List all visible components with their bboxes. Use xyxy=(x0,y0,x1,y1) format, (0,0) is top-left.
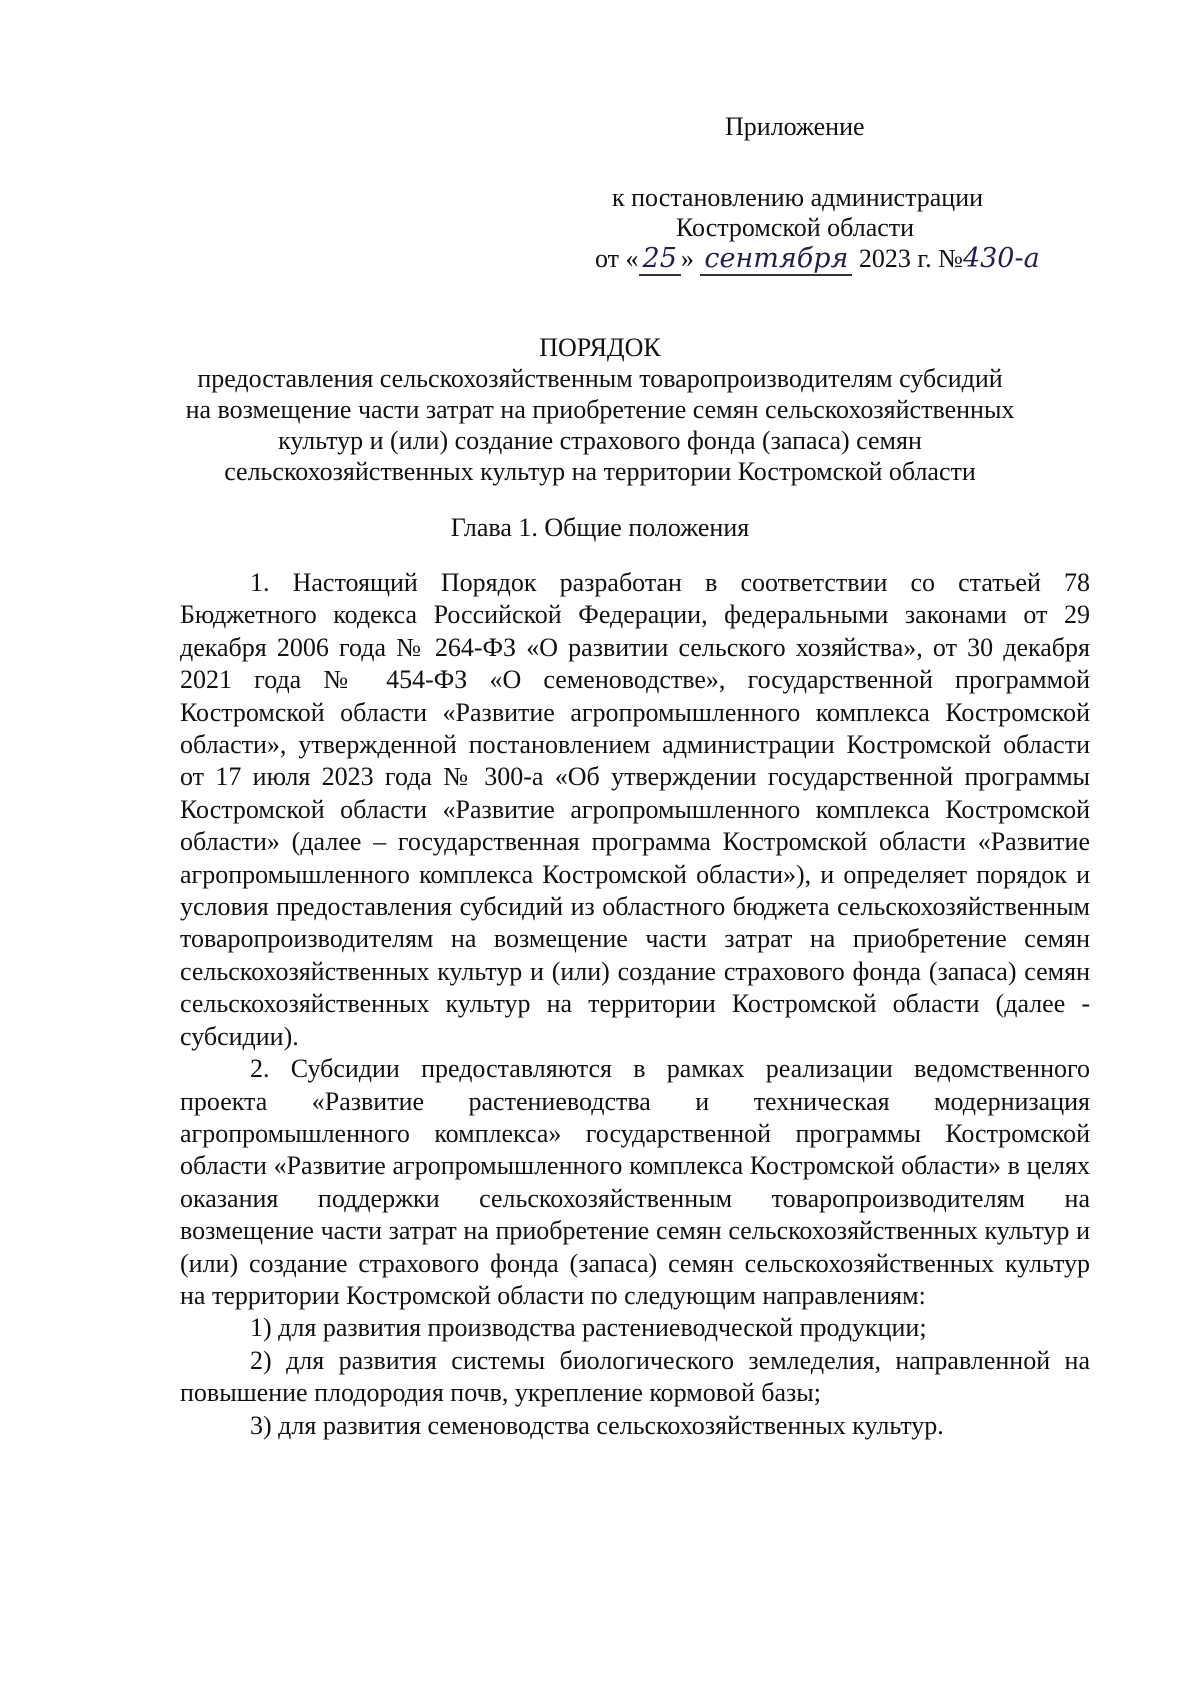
date-mid: » xyxy=(680,244,701,273)
list-item-2: 2) для развития системы биологического земледелия, направленной на повышение плодородия почв, укрепление кормовой базы; xyxy=(180,1345,1090,1408)
date-prefix: от « xyxy=(595,244,639,273)
list-item-3: 3) для развития семеноводства сельскохозяйственных культур. xyxy=(250,1410,944,1440)
year-number-label: 2023 г. № xyxy=(852,244,963,273)
list-item-1: 1) для развития производства растениеводческой продукции; xyxy=(250,1313,927,1343)
subtitle-line-2: на возмещение части затрат на приобретение семян сельскохозяйственных xyxy=(185,395,1015,424)
chapter-heading: Глава 1. Общие положения xyxy=(450,513,750,542)
handwritten-day: 25 xyxy=(639,244,681,276)
appendix-label: Приложение xyxy=(725,112,865,141)
subtitle-line-3: культур и (или) создание страхового фонда (запаса) семян xyxy=(278,426,922,455)
decree-reference: к постановлению администрации xyxy=(612,183,984,212)
handwritten-month: сентября xyxy=(700,244,852,276)
paragraph-1: 1. Настоящий Порядок разработан в соответствии со статьей 78 Бюджетного кодекса Российской Федерации, федеральными законами от 29 декабря 2006 года № 264-ФЗ «О развитии сельского хозяйства», от 30 декабря 2021 года № 454-ФЗ «О семеноводстве», государственной программой Костромской области «Развитие агропромышленного комплекса Костромской области», утвержденной постановлением администрации Костромской области от 17 июля 2023 года № 300-а «Об утверждении государственной программы Костромской области «Развитие агропромышленного комплекса Костромской области» (далее – государственная программа Костромской области «Развитие агропромышленного комплекса Костромской области»), и определяет порядок и условия предоставления субсидий из областного бюджета сельскохозяйственным товаропроизводителям на возмещение части затрат на приобретение семян сельскохозяйственных культур и (или) создание страхового фонда (запаса) семян сельскохозяйственных культур на территории Костромской области (далее - субсидии). xyxy=(180,568,1090,1051)
paragraph-2: 2. Субсидии предоставляются в рамках реализации ведомственного проекта «Развитие растениеводства и техническая модернизация агропромышленного комплекса» государственной программы Костромской области «Развитие агропромышленного комплекса Костромской области» в целях оказания поддержки сельскохозяйственным товаропроизводителям на возмещение части затрат на приобретение семян сельскохозяйственных культур и (или) создание страхового фонда (запаса) семян сельскохозяйственных культур на территории Костромской области по следующим направлениям: xyxy=(180,1054,1090,1310)
region-name: Костромской области xyxy=(676,213,915,242)
document-title: ПОРЯДОК xyxy=(539,333,661,362)
handwritten-number: 430-а xyxy=(962,243,1040,274)
decree-date-line xyxy=(595,244,1040,276)
subtitle-line-1: предоставления сельскохозяйственным товаропроизводителям субсидий xyxy=(197,364,1003,393)
subtitle-line-4: сельскохозяйственных культур на территории Костромской области xyxy=(224,457,976,486)
body-text xyxy=(180,567,1090,1442)
